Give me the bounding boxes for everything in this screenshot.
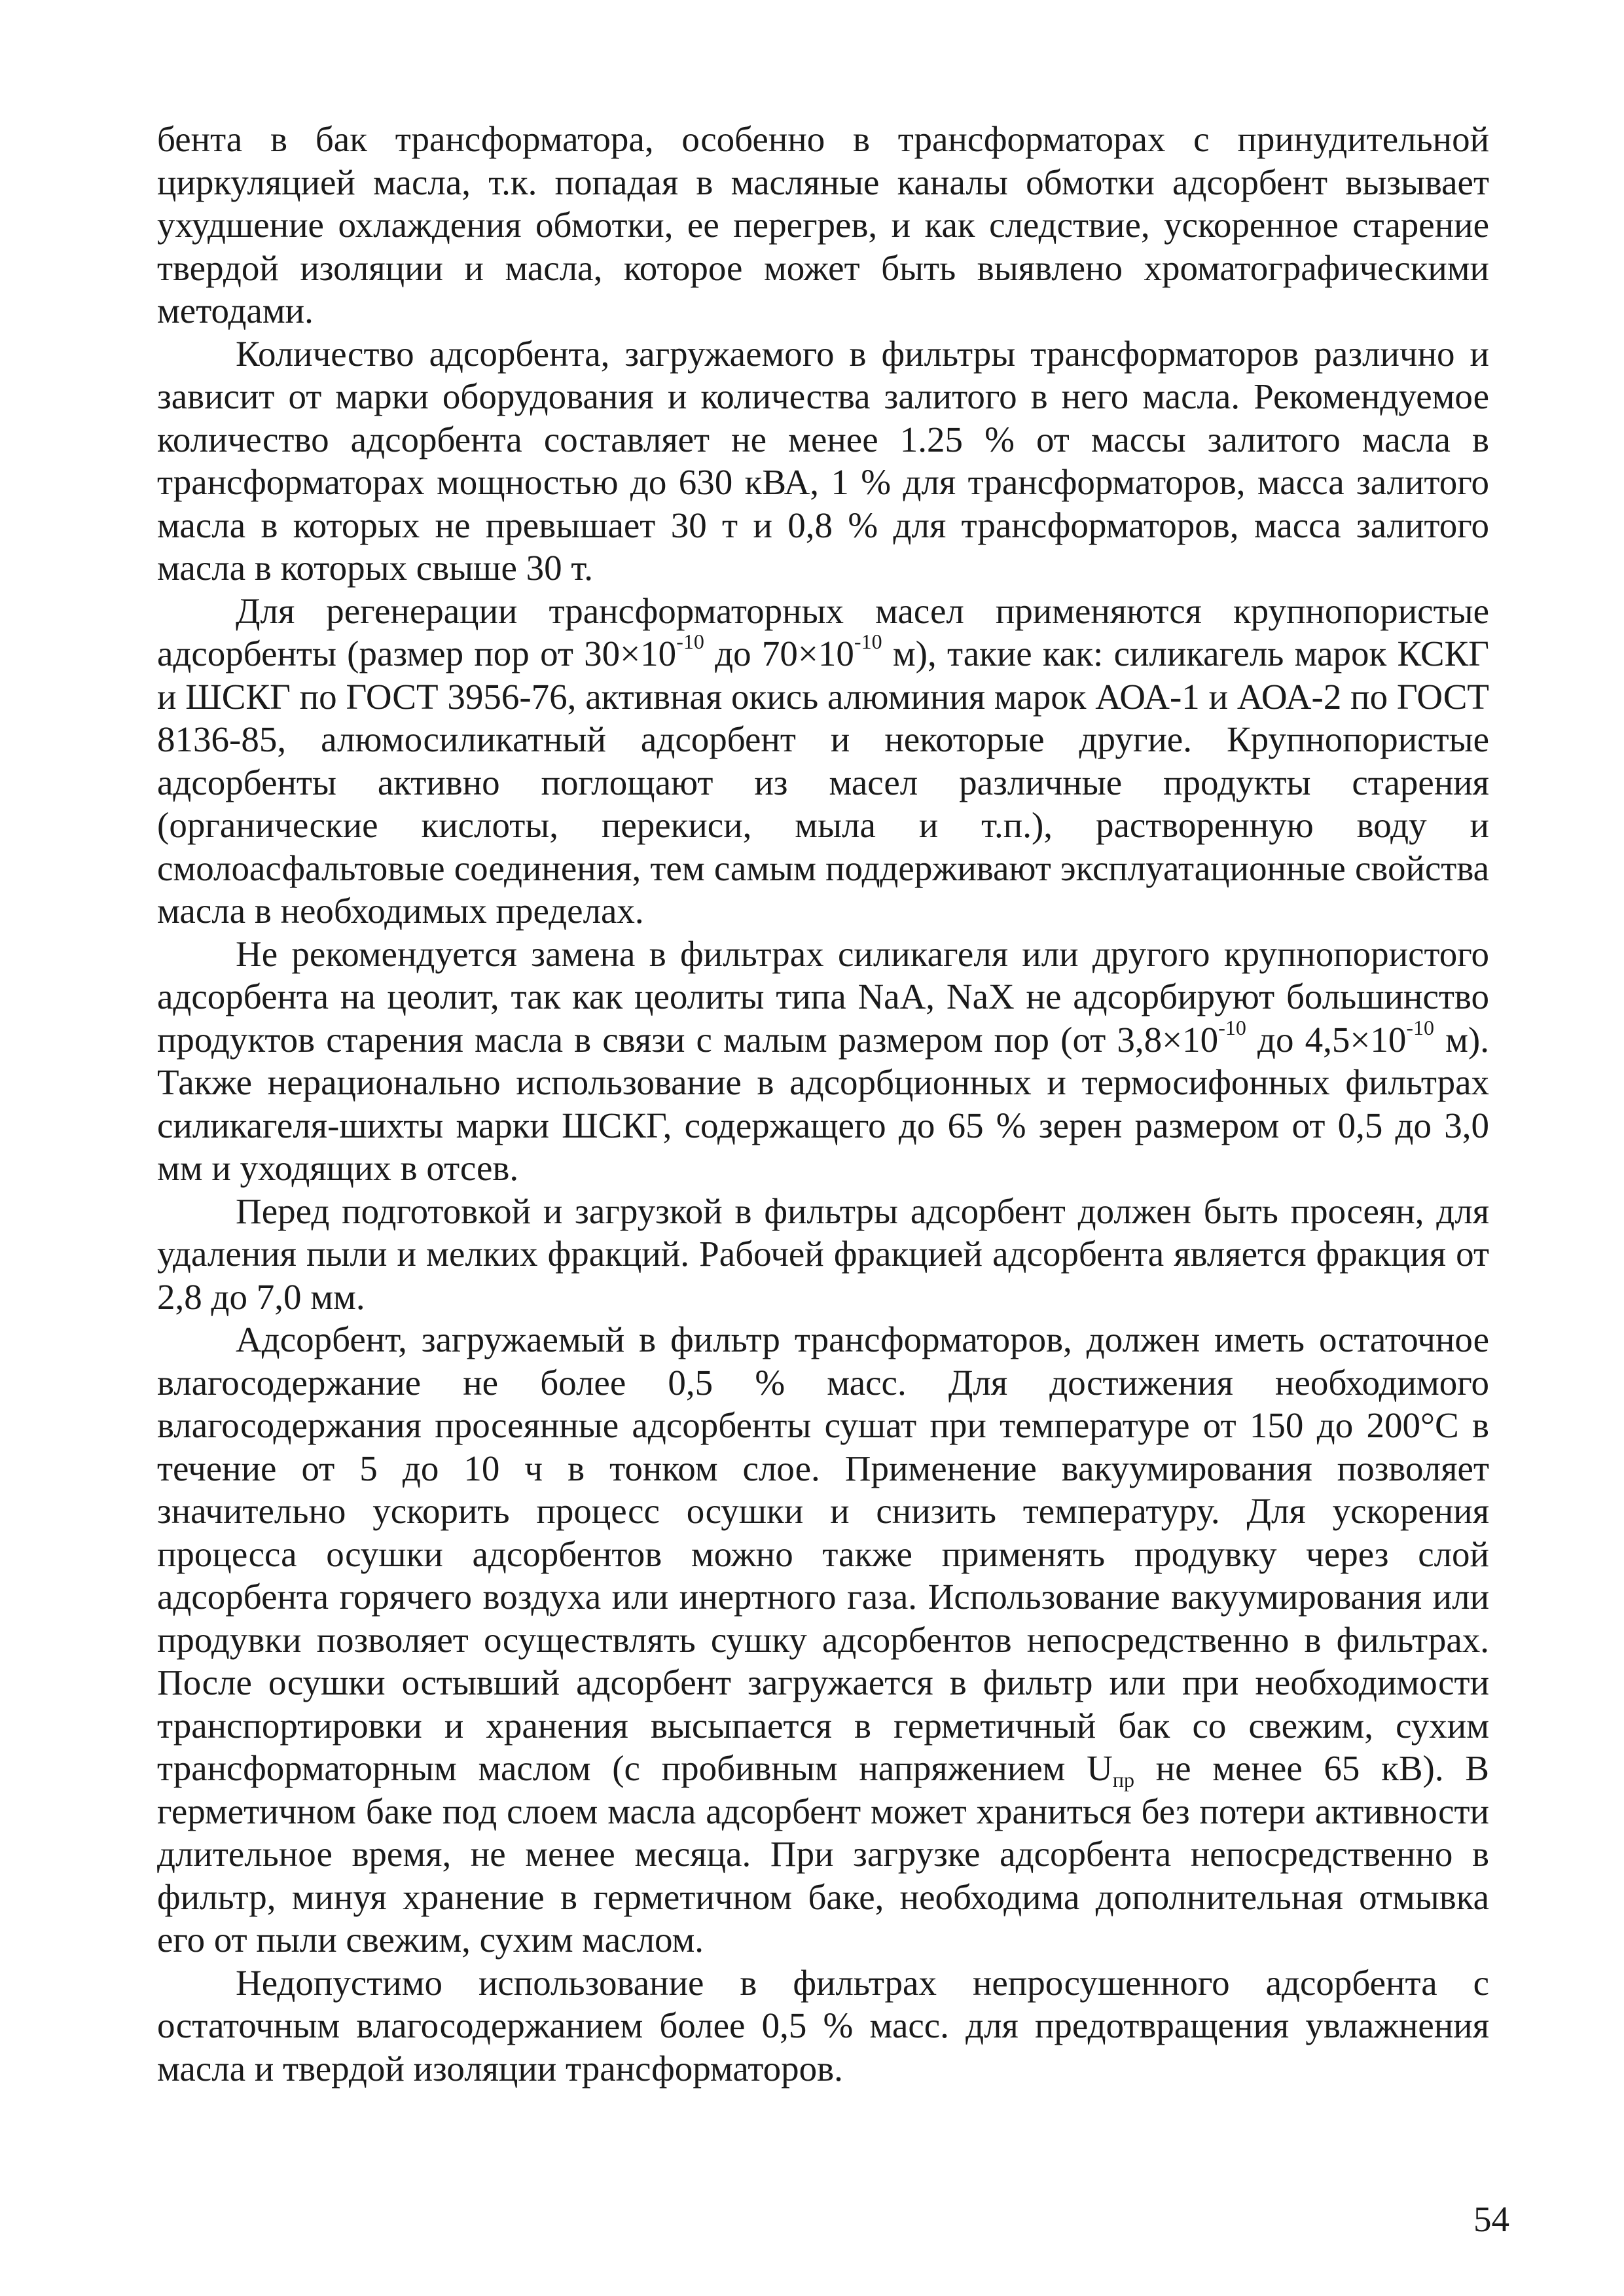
exponent: -10 — [854, 630, 882, 653]
text-run: м). Также нерационально использование в адсорбционных и термосифонных фильтрах силикагеля-шихты марки ШСКГ, содержащего до 65 % зерен размером от 0,5 до 3,0 мм и уходящих в отсев. — [157, 1019, 1489, 1188]
paragraph: Перед подготовкой и загрузкой в фильтры адсорбент должен быть просеян, для удаления пыли и мелких фракций. Рабочей фракцией адсорбента является фракция от 2,8 до 7,0 мм. — [157, 1191, 1489, 1317]
paragraph: Количество адсорбента, загружаемого в фильтры трансформаторов различно и зависит от марки оборудования и количества залитого в него масла. Рекомендуемое количество адсорбента составляет не менее 1.25 % от массы залитого масла в трансформаторах мощностью до 630 кВА, 1 % для трансформаторов, масса залитого масла в которых не превышает 30 т и 0,8 % для трансформаторов, масса залитого масла в которых свыше 30 т. — [157, 333, 1489, 588]
page-number: 54 — [1473, 2199, 1509, 2239]
paragraph — [157, 1318, 1489, 1962]
exponent: -10 — [1406, 1015, 1434, 1039]
text-run: Для регенерации трансформаторных масел применяются крупнопористые адсорбенты (размер пор от 30×10 — [157, 590, 1489, 673]
text-run: м), такие как: силикагель марок КСКГ и ШСКГ по ГОСТ 3956-76, активная окись алюминия марок АОА-1 и АОА-2 по ГОСТ 8136-85, алюмосиликатный адсорбент и некоторые другие. Крупнопористые адсорбенты активно поглощают из масел различные продукты старения (органические кислоты, перекиси, мыла и т.п.), растворенную воду и смолоасфальтовые соединения, тем самым поддерживают эксплуатационные свойства масла в необходимых пределах. — [157, 634, 1489, 931]
text-run: Не рекомендуется замена в фильтрах силикагеля или другого крупнопористого адсорбента на цеолит, так как цеолиты типа NaA, NaX не адсорбируют большинство продуктов старения масла в связи с малым размером пор (от 3,8×10 — [157, 933, 1489, 1060]
paragraph: Недопустимо использование в фильтрах непросушенного адсорбента с остаточным влагосодержанием более 0,5 % масс. для предотвращения увлажнения масла и твердой изоляции трансформаторов. — [157, 1962, 1489, 2089]
text-run: до 70×10 — [704, 634, 854, 673]
text-run: не менее 65 кВ). В герметичном баке под слоем масла адсорбент может храниться без потери активности длительное время, не менее месяца. При загрузке адсорбента непосредственно в фильтр, минуя хранение в герметичном баке, необходима дополнительная отмывка его от пыли свежим, сухим маслом. — [157, 1748, 1489, 1960]
paragraph — [157, 933, 1489, 1190]
paragraph — [157, 590, 1489, 933]
subscript: пр — [1112, 1768, 1135, 1791]
text-run: Адсорбент, загружаемый в фильтр трансформаторов, должен иметь остаточное влагосодержание не более 0,5 % масс. Для достижения необходимого влагосодержания просеянные адсорбенты сушат при температуре от 150 до 200°С в течение от 5 до 10 ч в тонком слое. Применение вакуумирования позволяет значительно ускорить процесс осушки и снизить температуру. Для ускорения процесса осушки адсорбентов можно также применять продувку через слой адсорбента горячего воздуха или инертного газа. Использование вакуумирования или продувки позволяет осуществлять сушку адсорбентов непосредственно в фильтрах. После осушки остывший адсорбент загружается в фильтр или при необходимости транспортировки и хранения высыпается в герметичный бак со свежим, сухим трансформаторным маслом (с пробивным напряжением U — [157, 1319, 1489, 1788]
body-text — [157, 118, 1489, 2090]
exponent: -10 — [1218, 1015, 1246, 1039]
exponent: -10 — [676, 630, 704, 653]
paragraph: бента в бак трансформатора, особенно в трансформаторах с принудительной циркуляцией масла, т.к. попадая в масляные каналы обмотки адсорбент вызывает ухудшение охлаждения обмотки, ее перегрев, и как следствие, ускоренное старение твердой изоляции и масла, которое может быть выявлено хроматографическими методами. — [157, 119, 1489, 331]
text-run: до 4,5×10 — [1246, 1019, 1407, 1060]
